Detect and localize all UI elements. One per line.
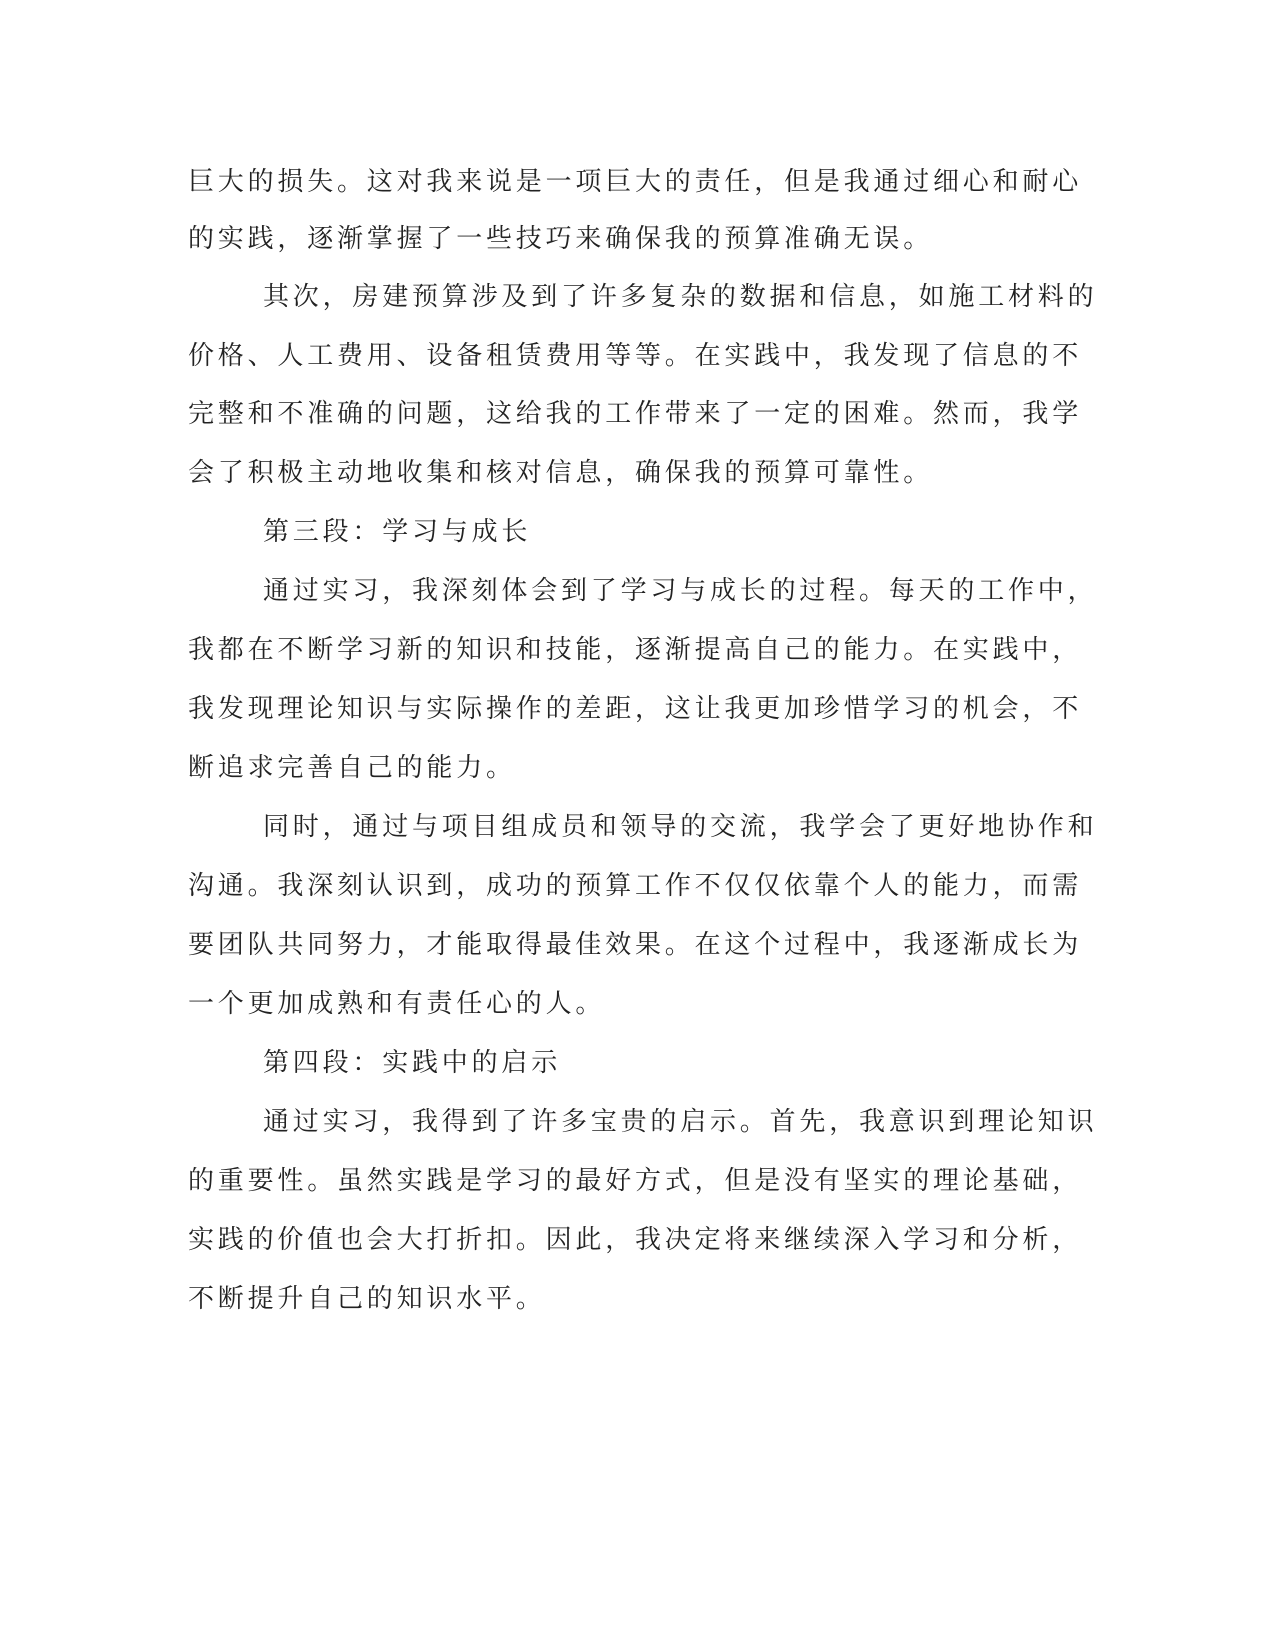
- text-line: 要团队共同努力，才能取得最佳效果。在这个过程中，我逐渐成长为: [188, 930, 1083, 960]
- paragraph-first-line: 通过实习，我得到了许多宝贵的启示。首先，我意识到理论知识: [263, 1107, 1098, 1137]
- text-line: 一个更加成熟和有责任心的人。: [188, 989, 606, 1019]
- text-line: 沟通。我深刻认识到，成功的预算工作不仅仅依靠个人的能力，而需: [188, 871, 1083, 901]
- text-line: 我发现理论知识与实际操作的差距，这让我更加珍惜学习的机会，不: [188, 694, 1083, 724]
- paragraph-first-line: 其次，房建预算涉及到了许多复杂的数据和信息，如施工材料的: [263, 282, 1098, 312]
- text-line: 不断提升自己的知识水平。: [188, 1284, 546, 1314]
- text-line: 巨大的损失。这对我来说是一项巨大的责任，但是我通过细心和耐心: [188, 167, 1083, 197]
- section-heading: 第四段：实践中的启示: [263, 1048, 562, 1078]
- text-line: 会了积极主动地收集和核对信息，确保我的预算可靠性。: [188, 458, 934, 488]
- text-line: 我都在不断学习新的知识和技能，逐渐提高自己的能力。在实践中，: [188, 635, 1083, 665]
- text-line: 实践的价值也会大打折扣。因此，我决定将来继续深入学习和分析，: [188, 1225, 1083, 1255]
- section-heading: 第三段：学习与成长: [263, 517, 532, 547]
- text-line: 的实践，逐渐掌握了一些技巧来确保我的预算准确无误。: [188, 224, 934, 254]
- text-line: 完整和不准确的问题，这给我的工作带来了一定的困难。然而，我学: [188, 399, 1083, 429]
- paragraph-first-line: 同时，通过与项目组成员和领导的交流，我学会了更好地协作和: [263, 812, 1098, 842]
- text-line: 断追求完善自己的能力。: [188, 753, 516, 783]
- text-line: 价格、人工费用、设备租赁费用等等。在实践中，我发现了信息的不: [188, 341, 1083, 371]
- text-line: 的重要性。虽然实践是学习的最好方式，但是没有坚实的理论基础，: [188, 1166, 1083, 1196]
- paragraph-first-line: 通过实习，我深刻体会到了学习与成长的过程。每天的工作中，: [263, 576, 1098, 606]
